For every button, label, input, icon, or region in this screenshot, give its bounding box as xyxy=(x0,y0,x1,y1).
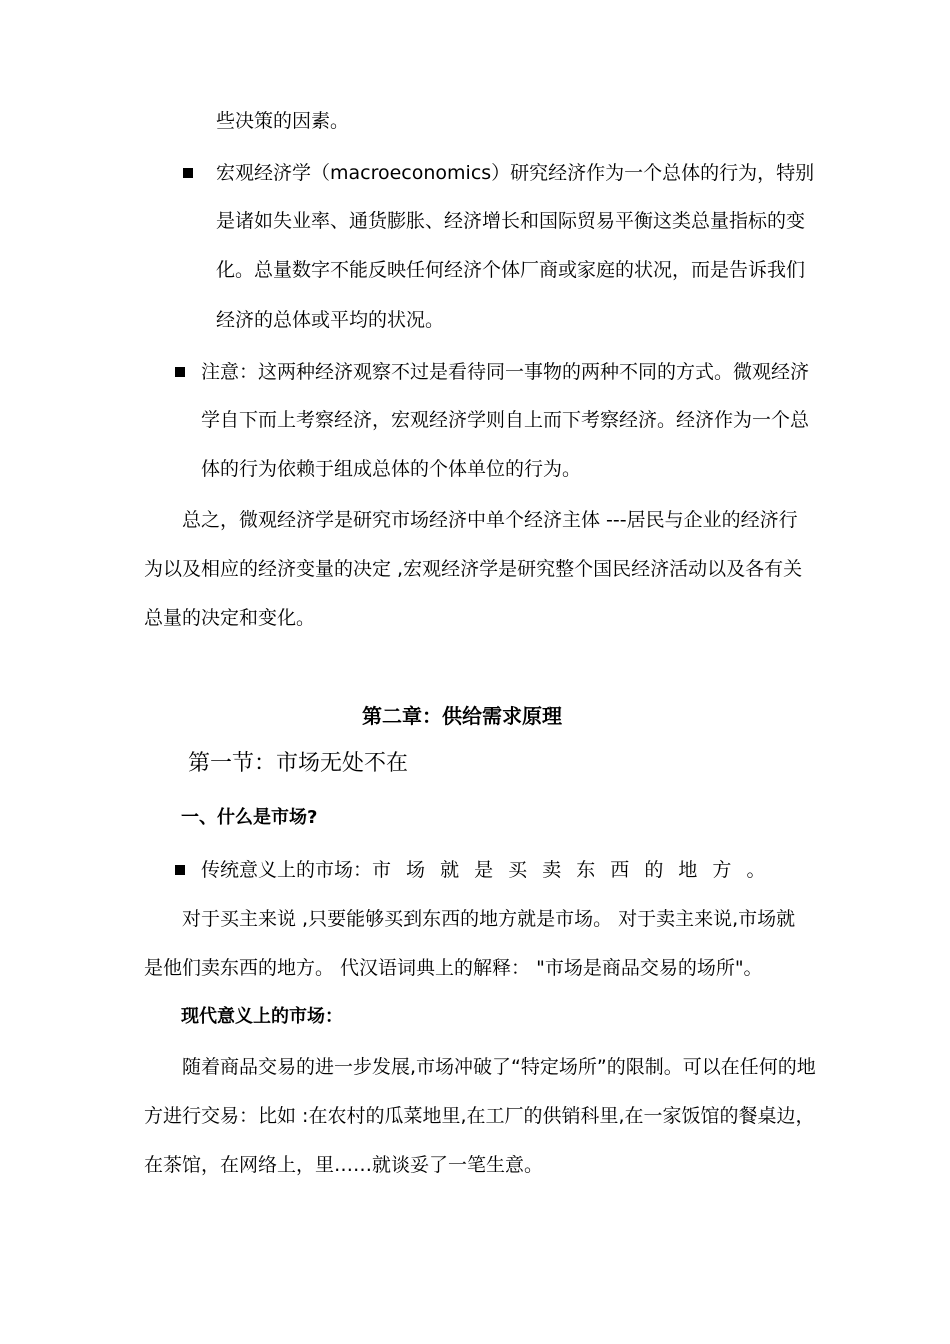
heading-what-is-market: 一、什么是市场? xyxy=(181,807,318,828)
chapter-title: 第二章：供给需求原理 xyxy=(362,704,562,728)
traditional-market-definition: 市 场 就 是 买 卖 东 西 的 地 方 。 xyxy=(372,859,766,881)
bullet-square-icon xyxy=(175,367,185,377)
heading-modern-market: 现代意义上的市场： xyxy=(181,1006,343,1027)
text-line: 总之，微观经济学是研究市场经济中单个经济主体 ---居民与企业的经济行 xyxy=(182,509,798,531)
text-line: 对于买主来说 ,只要能够买到东西的地方就是市场。 对于卖主来说,市场就 xyxy=(182,908,796,930)
text-line: 体的行为依赖于组成总体的个体单位的行为。 xyxy=(201,458,582,480)
text-line: 为以及相应的经济变量的决定 ,宏观经济学是研究整个国民经济活动以及各有关 xyxy=(144,558,803,580)
text-line: 随着商品交易的进一步发展,市场冲破了“特定场所”的限制。可以在任何的地 xyxy=(182,1056,816,1078)
text-line: 是他们卖东西的地方。 代汉语词典上的解释： "市场是商品交易的场所"。 xyxy=(144,957,763,979)
text-line: 在茶馆，在网络上，里……就谈妥了一笔生意。 xyxy=(144,1154,544,1176)
text-line: 总量的决定和变化。 xyxy=(144,607,316,629)
text-line: 宏观经济学（macroeconomics）研究经济作为一个总体的行为，特别 xyxy=(216,162,815,184)
bullet-square-icon xyxy=(183,168,193,178)
section-title: 第一节：市场无处不在 xyxy=(188,751,409,776)
text-line xyxy=(201,857,765,883)
text-line: 注意：这两种经济观察不过是看待同一事物的两种不同的方式。微观经济 xyxy=(201,361,810,383)
text-line: 经济的总体或平均的状况。 xyxy=(216,309,445,331)
text-line: 些决策的因素。 xyxy=(216,110,350,132)
traditional-market-label: 传统意义上的市场： xyxy=(201,859,373,881)
text-line: 化。总量数字不能反映任何经济个体厂商或家庭的状况，而是告诉我们 xyxy=(216,259,806,281)
text-line: 是诸如失业率、通货膨胀、经济增长和国际贸易平衡这类总量指标的变 xyxy=(216,210,806,232)
text-line: 学自下而上考察经济，宏观经济学则自上而下考察经济。经济作为一个总 xyxy=(201,409,810,431)
bullet-square-icon xyxy=(175,865,185,875)
text-line: 方进行交易：比如 :在农村的瓜菜地里,在工厂的供销科里,在一家饭馆的餐桌边， xyxy=(144,1105,815,1127)
